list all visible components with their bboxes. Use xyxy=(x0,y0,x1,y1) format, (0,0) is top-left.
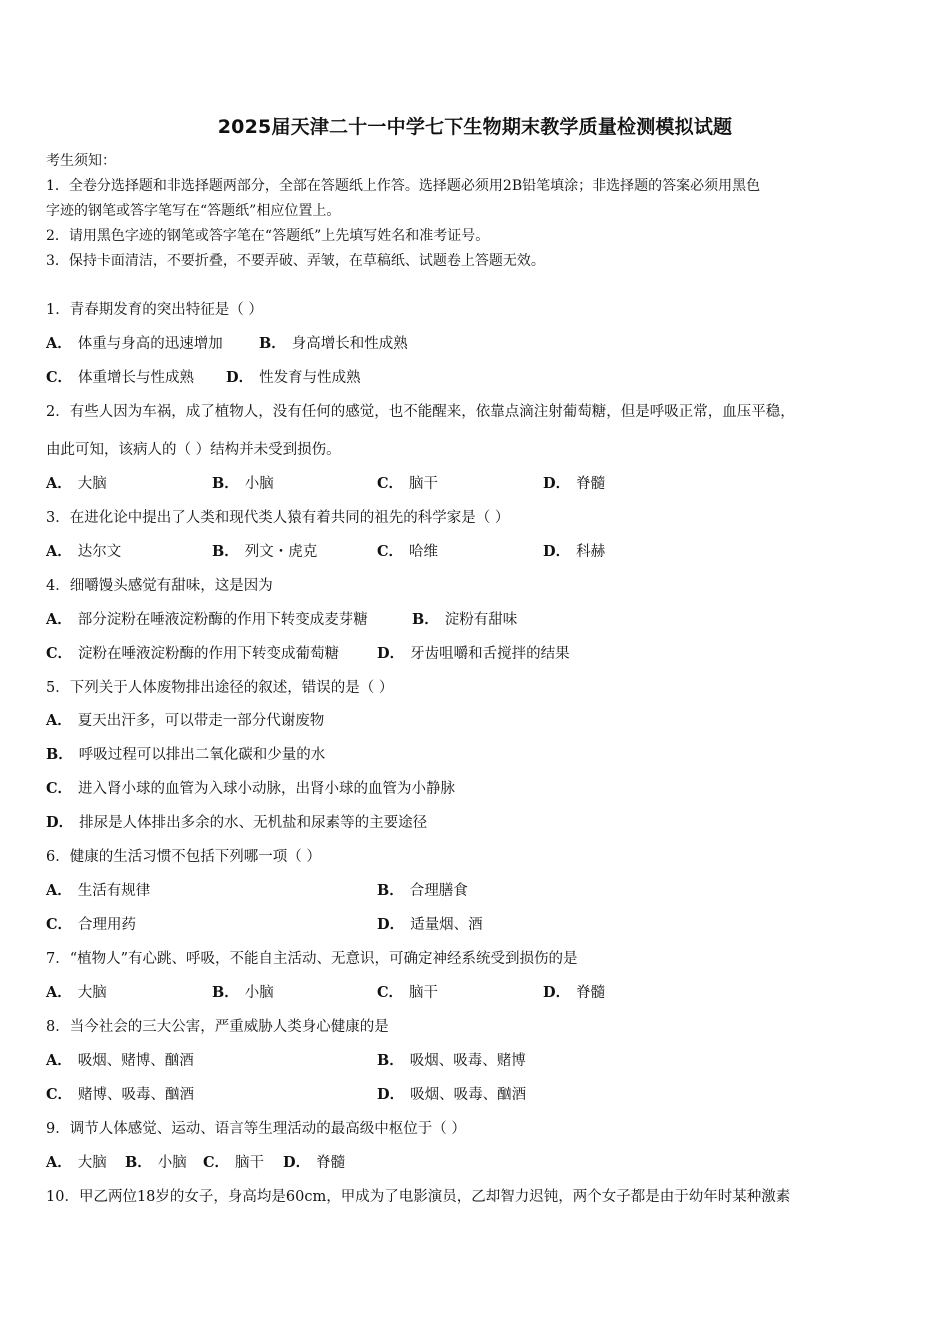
question-1-option-c[interactable] xyxy=(46,368,194,388)
option-text: 大脑 xyxy=(77,985,107,1001)
option-letter: D． xyxy=(226,369,254,386)
question-8-stem: 8．当今社会的三大公害，严重威胁人类身心健康的是 xyxy=(46,1019,389,1035)
question-8-option-d[interactable] xyxy=(377,1085,526,1105)
option-letter: C． xyxy=(46,369,73,386)
option-text: 大脑 xyxy=(77,1155,107,1171)
option-letter: B． xyxy=(412,611,439,628)
option-letter: C． xyxy=(377,984,404,1001)
question-7-option-d[interactable] xyxy=(543,983,605,1003)
question-3-option-a[interactable] xyxy=(46,542,121,562)
option-text: 吸烟、吸毒、赌博 xyxy=(409,1053,526,1069)
option-letter: C． xyxy=(46,1086,73,1103)
option-letter: D． xyxy=(543,475,571,492)
option-letter: A． xyxy=(46,882,72,899)
option-text: 夏天出汗多，可以带走一部分代谢废物 xyxy=(77,713,325,729)
option-text: 排尿是人体排出多余的水、无机盐和尿素等的主要途径 xyxy=(79,815,428,831)
option-letter: A． xyxy=(46,712,72,729)
question-6-stem: 6．健康的生活习惯不包括下列哪一项（ ） xyxy=(46,849,321,865)
notice-heading: 考生须知： xyxy=(46,153,116,169)
question-4-stem: 4．细嚼馒头感觉有甜味，这是因为 xyxy=(46,578,273,594)
question-6-option-b[interactable] xyxy=(377,881,468,901)
option-text: 脊髓 xyxy=(316,1155,346,1171)
question-6-option-c[interactable] xyxy=(46,915,136,935)
option-letter: C． xyxy=(46,645,73,662)
question-3-stem: 3．在进化论中提出了人类和现代类人猿有着共同的祖先的科学家是（ ） xyxy=(46,510,510,526)
question-7-option-a[interactable] xyxy=(46,983,107,1003)
question-4-option-b[interactable] xyxy=(412,610,517,630)
option-text: 呼吸过程可以排出二氧化碳和少量的水 xyxy=(78,747,326,763)
option-letter: C． xyxy=(46,916,73,933)
question-8-option-c[interactable] xyxy=(46,1085,194,1105)
option-text: 性发育与性成熟 xyxy=(259,370,361,386)
option-letter: C． xyxy=(203,1154,230,1171)
question-9-option-a[interactable] xyxy=(46,1153,107,1173)
question-2-option-a[interactable] xyxy=(46,474,107,494)
option-text: 列文・虎克 xyxy=(244,544,318,560)
question-4-option-c[interactable] xyxy=(46,644,339,664)
option-text: 脊髓 xyxy=(576,985,606,1001)
option-letter: B． xyxy=(212,475,239,492)
question-8-option-a[interactable] xyxy=(46,1051,194,1071)
option-letter: A． xyxy=(46,984,72,1001)
question-6-option-a[interactable] xyxy=(46,881,150,901)
option-text: 脊髓 xyxy=(576,476,606,492)
question-7-option-c[interactable] xyxy=(377,983,438,1003)
question-2-option-c[interactable] xyxy=(377,474,438,494)
question-1-option-d[interactable] xyxy=(226,368,361,388)
option-letter: C． xyxy=(377,475,404,492)
option-text: 合理膳食 xyxy=(409,883,468,899)
question-5-option-d[interactable] xyxy=(46,813,427,833)
option-letter: D． xyxy=(377,1086,405,1103)
option-letter: C． xyxy=(46,780,73,797)
question-4-option-a[interactable] xyxy=(46,610,368,630)
question-9-option-c[interactable] xyxy=(203,1153,264,1173)
notice-item: 2．请用黑色字迹的钢笔或答字笔在“答题纸”上先填写姓名和准考证号。 xyxy=(46,228,490,244)
question-1-stem: 1．青春期发育的突出特征是（ ） xyxy=(46,302,263,318)
option-letter: B． xyxy=(125,1154,152,1171)
question-8-option-b[interactable] xyxy=(377,1051,526,1071)
option-text: 身高增长和性成熟 xyxy=(291,336,408,352)
option-text: 赌博、吸毒、酗酒 xyxy=(78,1087,195,1103)
question-5-option-a[interactable] xyxy=(46,711,324,731)
question-5-option-c[interactable] xyxy=(46,779,455,799)
option-text: 科赫 xyxy=(576,544,606,560)
option-letter: B． xyxy=(212,543,239,560)
question-5-stem: 5．下列关于人体废物排出途径的叙述，错误的是（ ） xyxy=(46,680,394,696)
page-title: 2025届天津二十一中学七下生物期末教学质量检测模拟试题 xyxy=(217,116,733,138)
option-letter: D． xyxy=(543,543,571,560)
option-letter: A． xyxy=(46,1154,72,1171)
question-4-option-d[interactable] xyxy=(377,644,570,664)
question-3-option-b[interactable] xyxy=(212,542,317,562)
option-text: 达尔文 xyxy=(77,544,122,560)
option-text: 淀粉有甜味 xyxy=(444,612,518,628)
option-letter: A． xyxy=(46,543,72,560)
option-text: 小脑 xyxy=(157,1155,187,1171)
option-text: 脑干 xyxy=(235,1155,265,1171)
notice-item: 1．全卷分选择题和非选择题两部分，全部在答题纸上作答。选择题必须用2B铅笔填涂；非选择题的答案必须用黑色 xyxy=(46,178,761,194)
option-text: 合理用药 xyxy=(78,917,137,933)
option-text: 适量烟、酒 xyxy=(410,917,483,933)
option-text: 进入肾小球的血管为入球小动脉，出肾小球的血管为小静脉 xyxy=(78,781,456,797)
option-letter: A． xyxy=(46,475,72,492)
option-text: 体重增长与性成熟 xyxy=(78,370,195,386)
question-1-option-b[interactable] xyxy=(259,334,408,354)
question-2-option-b[interactable] xyxy=(212,474,274,494)
option-letter: A． xyxy=(46,611,72,628)
option-letter: D． xyxy=(377,645,405,662)
question-3-option-d[interactable] xyxy=(543,542,605,562)
option-text: 小脑 xyxy=(244,985,274,1001)
option-letter: D． xyxy=(283,1154,311,1171)
option-letter: D． xyxy=(46,814,74,831)
question-9-option-b[interactable] xyxy=(125,1153,187,1173)
option-text: 吸烟、赌博、酗酒 xyxy=(77,1053,194,1069)
question-1-option-a[interactable] xyxy=(46,334,223,354)
option-text: 部分淀粉在唾液淀粉酶的作用下转变成麦芽糖 xyxy=(77,612,368,628)
question-9-stem: 9．调节人体感觉、运动、语言等生理活动的最高级中枢位于（ ） xyxy=(46,1121,466,1137)
notice-item: 字迹的钢笔或答字笔写在“答题纸”相应位置上。 xyxy=(46,203,341,219)
option-letter: A． xyxy=(46,335,72,352)
option-text: 哈维 xyxy=(409,544,439,560)
option-letter: D． xyxy=(543,984,571,1001)
option-text: 生活有规律 xyxy=(77,883,151,899)
option-text: 脑干 xyxy=(409,985,439,1001)
question-6-option-d[interactable] xyxy=(377,915,483,935)
option-text: 体重与身高的迅速增加 xyxy=(77,336,223,352)
option-letter: B． xyxy=(259,335,286,352)
question-2-stem: 由此可知，该病人的（ ）结构并未受到损伤。 xyxy=(46,442,341,458)
notice-item: 3．保持卡面清洁，不要折叠，不要弄破、弄皱，在草稿纸、试题卷上答题无效。 xyxy=(46,253,545,269)
question-7-option-b[interactable] xyxy=(212,983,274,1003)
option-text: 牙齿咀嚼和舌搅拌的结果 xyxy=(410,646,570,662)
option-letter: D． xyxy=(377,916,405,933)
question-2-stem: 2．有些人因为车祸，成了植物人，没有任何的感觉，也不能醒来，依靠点滴注射葡萄糖，但是呼吸正常，血压平稳， xyxy=(46,404,795,420)
question-10-stem: 10．甲乙两位18岁的女子，身高均是60cm，甲成为了电影演员，乙却智力迟钝，两个女子都是由于幼年时某种激素 xyxy=(46,1189,791,1205)
question-3-option-c[interactable] xyxy=(377,542,438,562)
question-7-stem: 7．“植物人”有心跳、呼吸，不能自主活动、无意识，可确定神经系统受到损伤的是 xyxy=(46,951,578,967)
option-letter: B． xyxy=(212,984,239,1001)
option-letter: B． xyxy=(377,1052,404,1069)
option-letter: B． xyxy=(377,882,404,899)
option-letter: B． xyxy=(46,746,73,763)
option-text: 大脑 xyxy=(77,476,107,492)
question-9-option-d[interactable] xyxy=(283,1153,345,1173)
option-letter: C． xyxy=(377,543,404,560)
option-text: 小脑 xyxy=(244,476,274,492)
question-2-option-d[interactable] xyxy=(543,474,605,494)
option-text: 脑干 xyxy=(409,476,439,492)
option-text: 淀粉在唾液淀粉酶的作用下转变成葡萄糖 xyxy=(78,646,340,662)
question-5-option-b[interactable] xyxy=(46,745,325,765)
option-letter: A． xyxy=(46,1052,72,1069)
option-text: 吸烟、吸毒、酗酒 xyxy=(410,1087,527,1103)
